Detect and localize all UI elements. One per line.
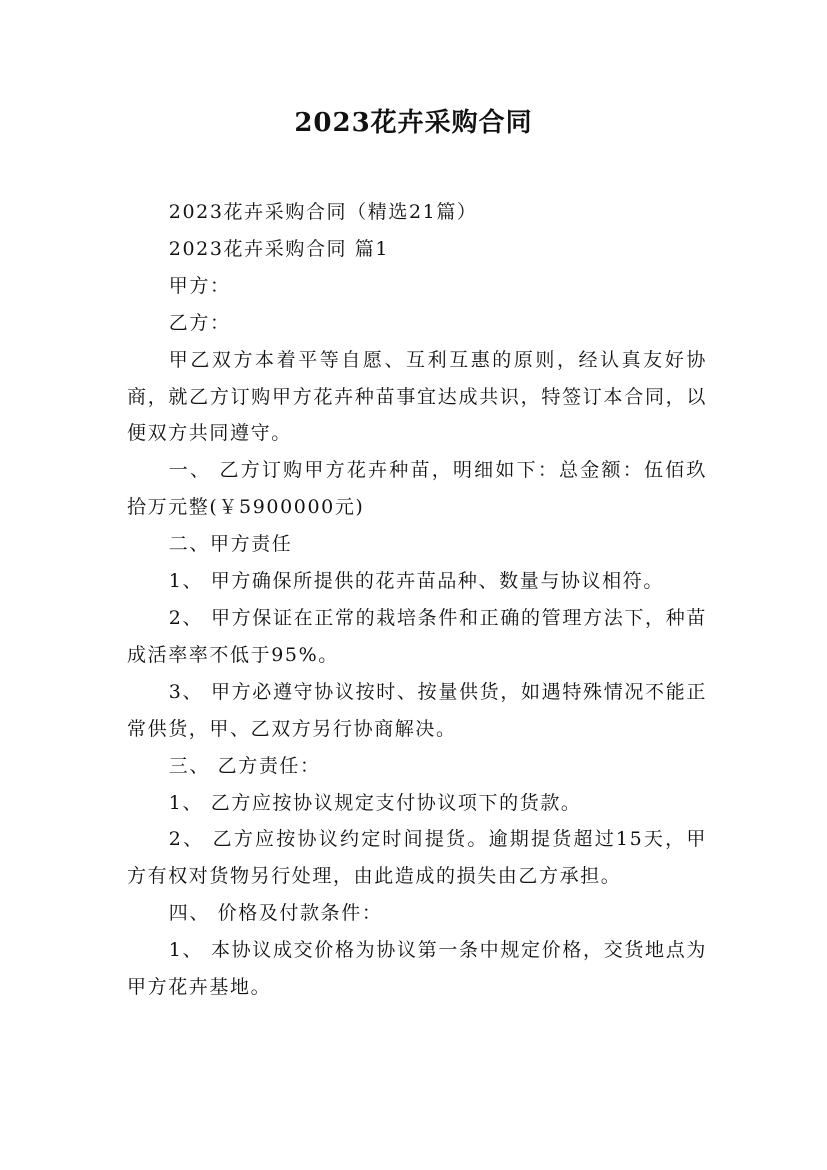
paragraph-clause-1: 一、 乙方订购甲方花卉种苗，明细如下：总金额：伍佰玖拾万元整(￥5900000元) — [127, 459, 707, 519]
paragraph-article-heading: 2023花卉采购合同 篇1 — [168, 237, 390, 260]
paragraph-section-4-item-1: 1、 本协议成交价格为协议第一条中规定价格，交货地点为甲方花卉基地。 — [127, 939, 707, 999]
paragraph-section-2-item-2: 2、 甲方保证在正常的栽培条件和正确的管理方法下，种苗成活率率不低于95%。 — [127, 606, 707, 666]
paragraph-section-3-item-2: 2、 乙方应按协议约定时间提货。逾期提货超过15天，甲方有权对货物另行处理，由此造成的损失由乙方承担。 — [127, 828, 707, 888]
document-body — [127, 194, 707, 1006]
paragraph-party-a: 甲方： — [168, 274, 231, 297]
paragraph-section-3: 三、 乙方责任： — [168, 754, 321, 777]
paragraph-preamble: 甲乙双方本着平等自愿、互利互惠的原则，经认真友好协商，就乙方订购甲方花卉种苗事宜达成共识，特签订本合同，以便双方共同遵守。 — [127, 348, 707, 445]
paragraph-section-3-item-1: 1、 乙方应按协议规定支付协议项下的货款。 — [168, 791, 582, 814]
paragraph-section-2-item-1: 1、 甲方确保所提供的花卉苗品种、数量与协议相符。 — [168, 570, 664, 593]
paragraph-section-2: 二、甲方责任 — [168, 533, 293, 556]
paragraph-section-4: 四、 价格及付款条件： — [168, 902, 383, 925]
document-title: 2023花卉采购合同 — [294, 108, 533, 138]
paragraph-party-b: 乙方： — [168, 311, 231, 334]
paragraph-section-2-item-3: 3、 甲方必遵守协议按时、按量供货，如遇特殊情况不能正常供货，甲、乙双方另行协商解决。 — [127, 680, 707, 740]
paragraph-subtitle: 2023花卉采购合同（精选21篇） — [168, 201, 478, 223]
